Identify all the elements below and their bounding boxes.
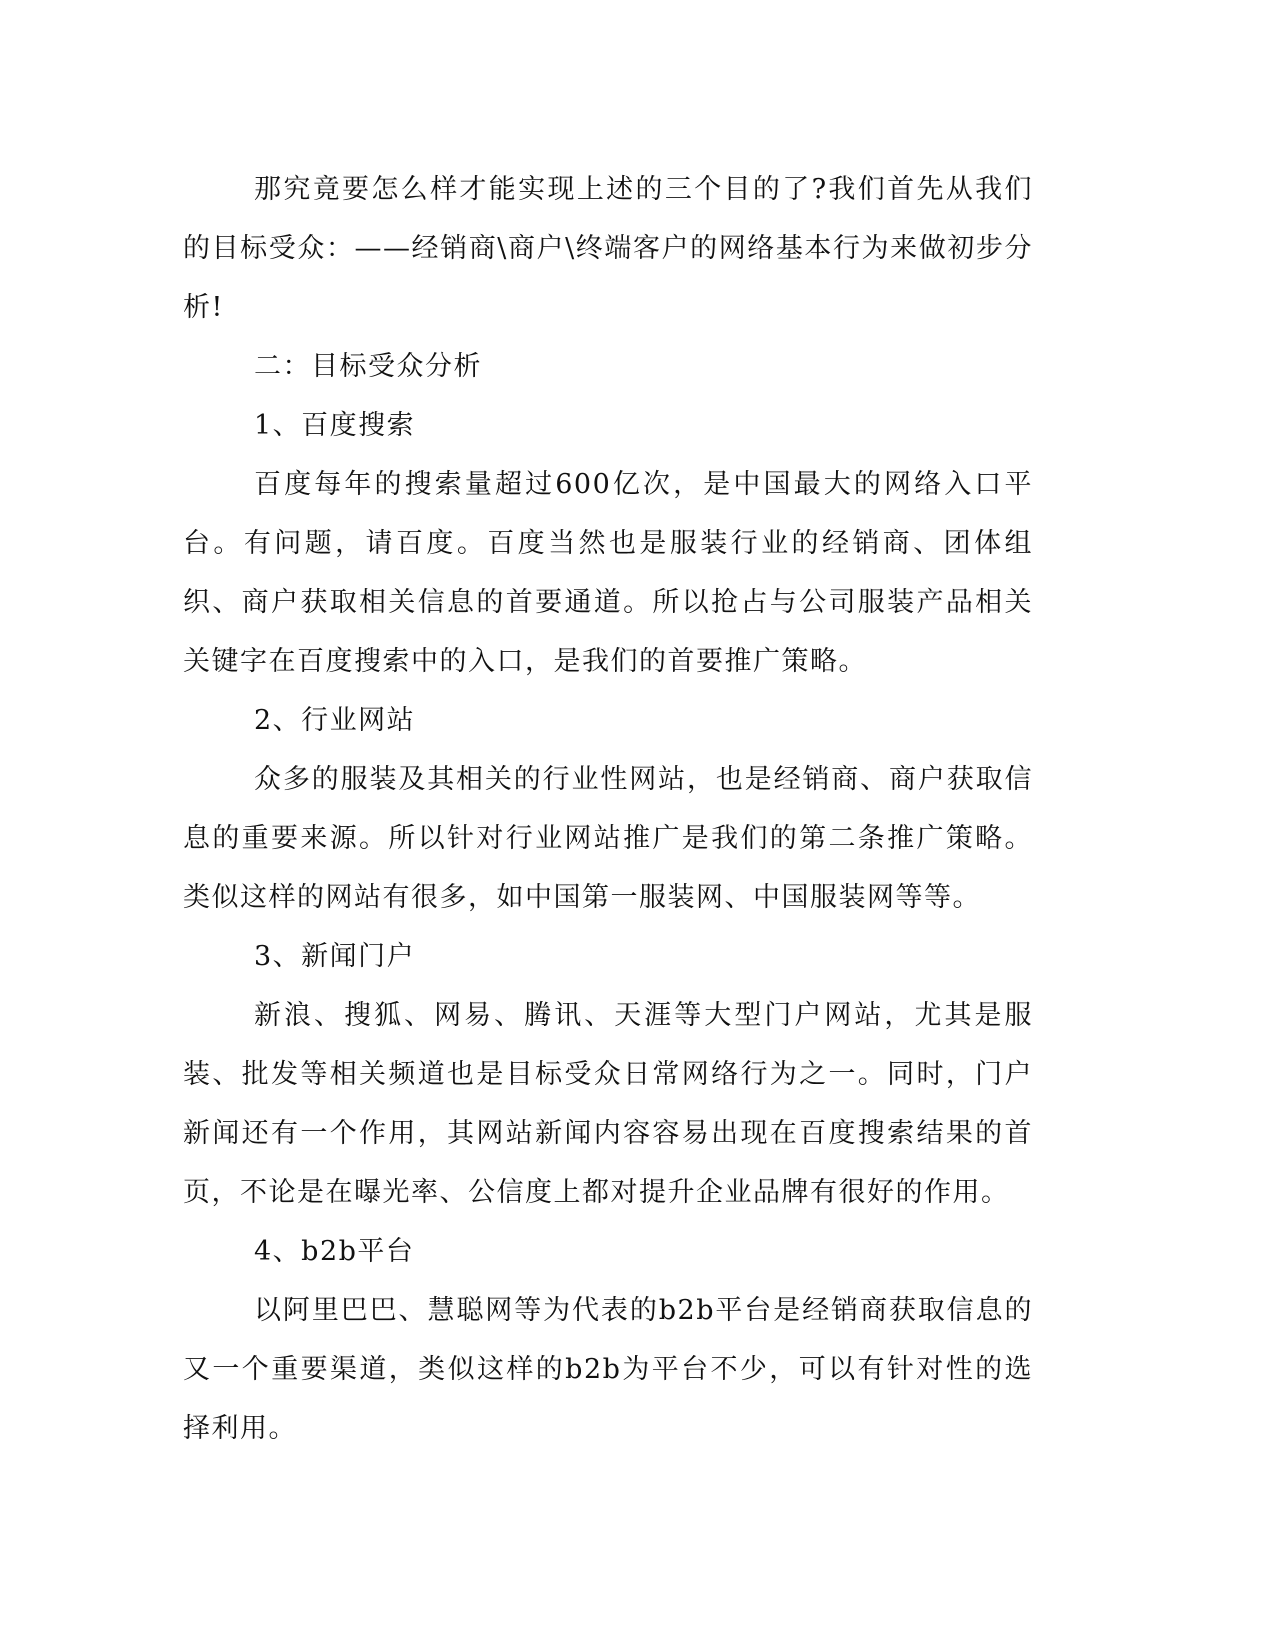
baidu-search-paragraph: 百度每年的搜索量超过600亿次，是中国最大的网络入口平台。有问题，请百度。百度当然也是服装行业的经销商、团体组织、商户获取相关信息的首要通道。所以抢占与公司服装产品相关关键字在百度搜索中的入口，是我们的首要推广策略。 xyxy=(183,469,1033,677)
subheading-industry-websites: 2、行业网站 xyxy=(254,705,416,736)
document-body xyxy=(183,160,1033,1458)
news-portals-paragraph: 新浪、搜狐、网易、腾讯、天涯等大型门户网站，尤其是服装、批发等相关频道也是目标受众日常网络行为之一。同时，门户新闻还有一个作用，其网站新闻内容容易出现在百度搜索结果的首页，不论是在曝光率、公信度上都对提升企业品牌有很好的作用。 xyxy=(183,1000,1033,1208)
section-heading-target-audience: 二：目标受众分析 xyxy=(254,351,482,382)
intro-paragraph: 那究竟要怎么样才能实现上述的三个目的了?我们首先从我们的目标受众：——经销商\商户\终端客户的网络基本行为来做初步分析! xyxy=(183,174,1033,323)
subheading-b2b-platforms: 4、b2b平台 xyxy=(254,1236,415,1267)
b2b-platforms-paragraph: 以阿里巴巴、慧聪网等为代表的b2b平台是经销商获取信息的又一个重要渠道，类似这样的b2b为平台不少，可以有针对性的选择利用。 xyxy=(183,1295,1033,1444)
industry-websites-paragraph: 众多的服装及其相关的行业性网站，也是经销商、商户获取信息的重要来源。所以针对行业网站推广是我们的第二条推广策略。类似这样的网站有很多，如中国第一服装网、中国服装网等等。 xyxy=(183,764,1033,913)
subheading-baidu-search: 1、百度搜索 xyxy=(254,410,416,441)
subheading-news-portals: 3、新闻门户 xyxy=(254,941,416,972)
